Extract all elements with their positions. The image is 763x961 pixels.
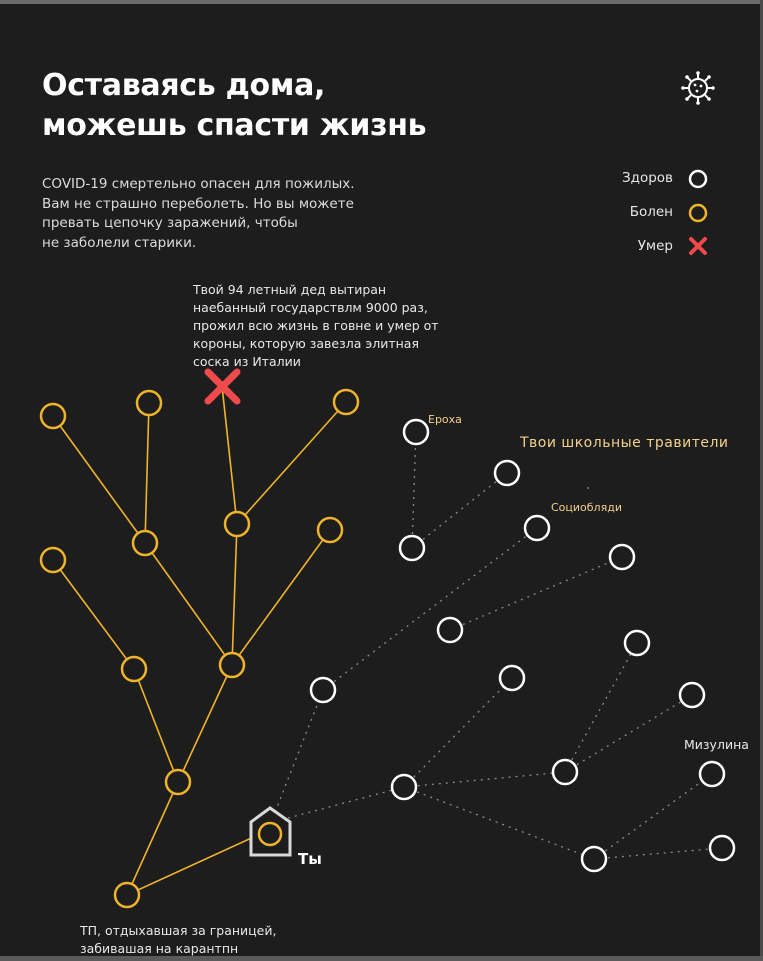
home-icon	[251, 808, 290, 855]
intro-line: превать цепочку заражений, чтобы	[42, 215, 298, 231]
healthy-node	[700, 762, 724, 786]
healthy-node	[680, 683, 704, 707]
sick-node	[225, 512, 249, 536]
sick-node	[318, 518, 342, 542]
intro-line: Вам не страшно переболеть. Но вы можете	[42, 195, 354, 212]
healthy-edges	[270, 432, 722, 859]
legend-sick-label: Болен	[629, 204, 673, 220]
sick-edges	[53, 386, 346, 895]
sick-node	[166, 770, 190, 794]
healthy-node	[400, 536, 424, 560]
healthy-node	[495, 461, 519, 485]
annotation-line: прожил всю жизнь в говне и умер от	[193, 318, 439, 333]
title-line: можешь спасти жизнь	[42, 108, 427, 143]
healthy-node	[525, 516, 549, 540]
healthy-node	[392, 775, 416, 799]
mizulina-label: Мизулина	[684, 737, 749, 752]
annotation-line: соска из Италии	[193, 354, 301, 369]
sick-node	[41, 404, 65, 428]
sick-node	[220, 653, 244, 677]
intro-line: не заболели старики.	[42, 234, 197, 251]
healthy-node	[625, 631, 649, 655]
healthy-nodes	[311, 420, 734, 871]
sick-nodes	[41, 390, 358, 907]
annotation-line: наебанный государствлм 9000 раз,	[193, 300, 428, 315]
annotation-line: забивашая на карантпн	[80, 941, 239, 956]
healthy-node	[582, 847, 606, 871]
sick-node	[122, 657, 146, 681]
tp-annotation	[80, 922, 276, 958]
sick-node	[115, 883, 139, 907]
healthy-node	[438, 618, 462, 642]
legend-healthy-marker	[690, 171, 706, 187]
sick-node	[41, 548, 65, 572]
healthy-node	[553, 760, 577, 784]
you-node	[259, 823, 281, 845]
healthy-node	[311, 678, 335, 702]
sick-node	[133, 531, 157, 555]
healthy-node	[404, 420, 428, 444]
annotation-line: ТП, отдыхавшая за границей,	[80, 923, 277, 938]
socio-label: Социобляди	[551, 501, 622, 514]
intro-line: COVID-19 смертельно опасен для пожилых.	[42, 176, 355, 192]
you-label: Ты	[298, 850, 322, 868]
sick-node	[137, 391, 161, 415]
title-line: Оставаясь дома,	[42, 68, 326, 103]
erokha-label: Ероха	[428, 413, 462, 426]
legend-dead-marker	[691, 239, 705, 253]
annotation-line: короны, которую завезла элитная	[193, 336, 419, 351]
legend-healthy-label: Здоров	[621, 170, 673, 186]
healthy-node	[500, 666, 524, 690]
healthy-node	[710, 836, 734, 860]
annotation-line: Твой 94 летный дед вытиран	[193, 282, 387, 297]
school-bullies-label: Твои школьные травители	[520, 435, 729, 451]
healthy-node	[610, 545, 634, 569]
sick-node	[334, 390, 358, 414]
legend-sick-marker	[690, 205, 706, 221]
legend-dead-label: Умер	[637, 238, 673, 254]
grandpa-annotation	[193, 281, 439, 371]
